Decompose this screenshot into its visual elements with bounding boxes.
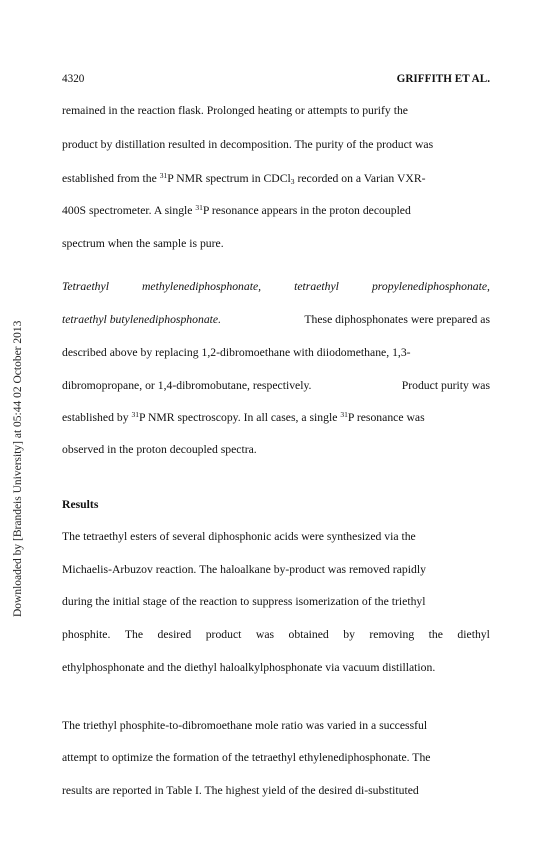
page-header [62,71,490,87]
text-line: dibromopropane, or 1,4-dibromobutane, respectively. Product purity was [62,379,490,392]
text-line: Michaelis-Arbuzov reaction. The haloalkane by-product was removed rapidly [62,563,426,576]
text-line: tetraethyl butylenediphosphonate. These diphosphonates were prepared as [62,313,490,326]
download-watermark: Downloaded by [Brandeis University] at 05:44 02 October 2013 [12,320,24,617]
text-line: spectrum when the sample is pure. [62,237,224,250]
text-line: results are reported in Table I. The highest yield of the desired di-substituted [62,784,419,797]
text-line: 400S spectrometer. A single $^{31}$P resonance appears in the proton decoupled [62,203,411,217]
text-line: observed in the proton decoupled spectra. [62,443,257,456]
text-line: during the initial stage of the reaction to suppress isomerization of the triethyl [62,595,426,608]
text-line: phosphite. The desired product was obtained by removing the diethyl [62,628,490,641]
text-line: product by distillation resulted in decomposition. The purity of the product was [62,138,434,151]
text-line: attempt to optimize the formation of the tetraethyl ethylenediphosphonate. The [62,751,431,764]
text-line: ethylphosphonate and the diethyl haloalkylphosphonate via vacuum distillation. [62,661,436,674]
text-line: The tetraethyl esters of several diphosphonic acids were synthesized via the [62,530,416,543]
text-line: established by $^{31}$P NMR spectroscopy. In all cases, a single $^{31}$P resonance was [62,410,425,424]
text-line: described above by replacing 1,2-dibromoethane with diiodomethane, 1,3- [62,346,411,359]
text-line: remained in the reaction flask. Prolonged heating or attempts to purify the [62,104,408,117]
section-heading-results: Results [62,498,99,511]
running-head: GRIFFITH ET AL. [396,73,490,85]
text-line: Tetraethyl methylenediphosphonate, tetraethyl propylenediphosphonate, [62,280,490,293]
page-number: 4320 [62,73,85,85]
text-line: established from the $^{31}$P NMR spectrum in CDCl$_3$ recorded on a Varian VXR- [62,171,426,186]
text-line: The triethyl phosphite-to-dibromoethane mole ratio was varied in a successful [62,719,428,732]
